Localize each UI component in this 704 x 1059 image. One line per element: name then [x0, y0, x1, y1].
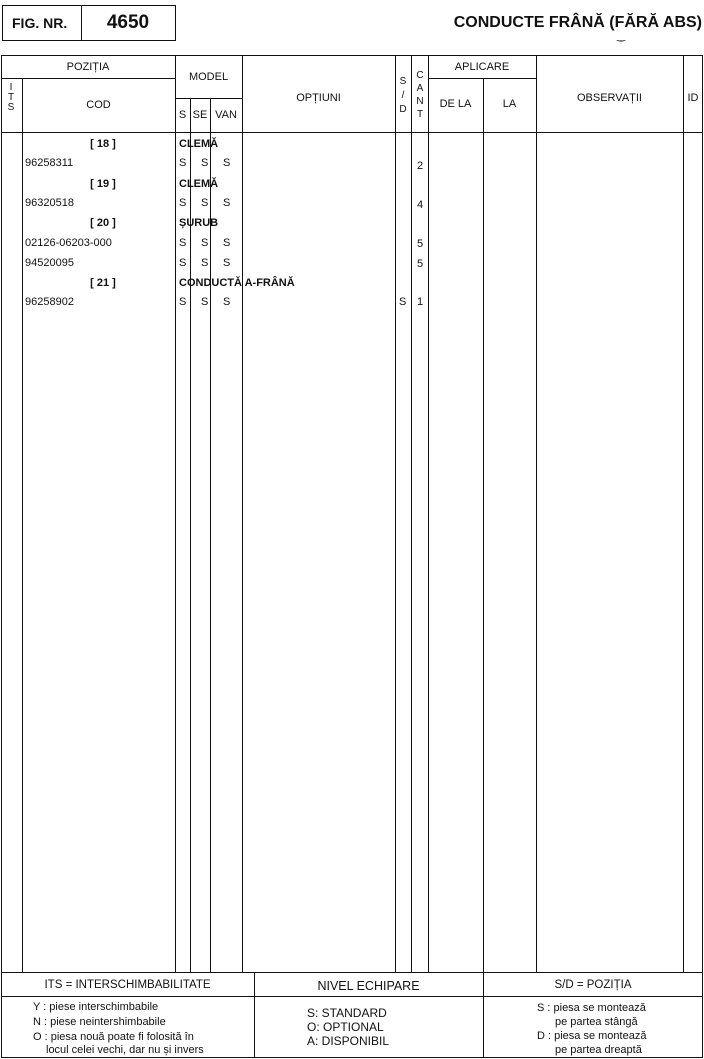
model-s-value: S — [179, 237, 187, 249]
col-header-pozitia: POZIȚIA — [66, 61, 110, 73]
model-s-value: S — [179, 157, 187, 169]
page-title: CONDUCTE FRÂNĂ (FĂRĂ ABS) — [453, 14, 702, 31]
legend-sd-line: pe partea stângă — [555, 1016, 638, 1028]
part-code: 96258902 — [25, 296, 74, 308]
legend-its-line: locul celei vechi, dar nu și invers — [46, 1044, 204, 1056]
model-van-value: S — [223, 296, 231, 308]
cant-value: 4 — [417, 199, 424, 211]
legend-sd-line: S : piesa se montează — [537, 1002, 646, 1014]
model-se-value: S — [201, 257, 209, 269]
part-code: 02126-06203-000 — [25, 237, 112, 249]
col-line-its — [22, 78, 23, 972]
model-van-value: S — [223, 157, 231, 169]
group-position: [ 19 ] — [90, 178, 116, 190]
col-header-its: I T S — [7, 82, 15, 113]
model-se-value: S — [201, 237, 209, 249]
legend-its-line: Y : piese interschimbabile — [33, 1001, 159, 1013]
col-header-aplicare: APLICARE — [454, 61, 510, 73]
group-position: [ 20 ] — [90, 217, 116, 229]
col-line-model-se — [210, 98, 211, 972]
col-header-model: MODEL — [188, 71, 229, 83]
body-bottom-line — [1, 972, 703, 973]
legend-its-title: ITS = INTERSCHIMBABILITATE — [44, 979, 211, 991]
col-line-la — [536, 55, 537, 972]
legend-nivel-line: S: STANDARD — [307, 1006, 387, 1020]
legend-its-line: N : piese neintershimbabile — [33, 1016, 166, 1028]
col-line-model — [242, 55, 243, 972]
col-header-observatii: OBSERVAȚII — [576, 92, 642, 104]
group-name: CLEMĂ — [179, 138, 219, 150]
model-se-value: S — [201, 197, 209, 209]
col-header-cant: C A N T — [416, 70, 424, 120]
model-van-value: S — [223, 257, 231, 269]
part-code: 94520095 — [25, 257, 74, 269]
legend-nivel-line: A: DISPONIBIL — [307, 1034, 390, 1048]
footer-title-line — [1, 996, 703, 997]
fig-box-divider — [81, 5, 82, 41]
fig-number: 4650 — [106, 12, 150, 33]
col-line-cod — [175, 55, 176, 972]
cant-value: 2 — [417, 160, 424, 172]
legend-sd-line: D : piesa se montează — [537, 1030, 647, 1042]
model-se-value: S — [201, 157, 209, 169]
model-van-value: S — [223, 197, 231, 209]
col-header-sd: S / D — [399, 76, 407, 115]
header-bottom-line — [1, 132, 703, 133]
col-line-model-s — [190, 98, 191, 972]
col-header-dela: DE LA — [439, 98, 472, 110]
model-s-value: S — [179, 296, 187, 308]
col-header-model-van: VAN — [215, 109, 237, 121]
fig-label: FIG. NR. — [12, 15, 68, 31]
col-header-optiuni: OPȚIUNI — [296, 92, 341, 104]
legend-sd-title: S/D = POZIȚIA — [554, 979, 632, 991]
group-name: CONDUCTĂ A-FRÂNĂ — [179, 277, 295, 289]
header-line-pozitia — [1, 78, 175, 79]
col-line-dela — [483, 78, 484, 972]
col-header-cod: COD — [86, 99, 111, 111]
header-line-aplicare — [428, 78, 536, 79]
header-line-model — [175, 98, 242, 99]
legend-nivel-title: NIVEL ECHIPARE — [317, 979, 420, 993]
model-s-value: S — [179, 197, 187, 209]
col-header-model-s: S — [178, 109, 187, 121]
col-line-optiuni — [395, 55, 396, 972]
col-line-cant — [428, 55, 429, 972]
model-van-value: S — [223, 237, 231, 249]
parts-table-frame — [1, 55, 703, 1058]
col-header-model-se: SE — [192, 109, 208, 121]
col-header-id: ID — [687, 92, 699, 104]
legend-sd-line: pe partea dreaptă — [555, 1044, 642, 1056]
cant-value: 5 — [417, 238, 424, 250]
group-name: ȘURUB — [179, 217, 219, 229]
group-name: CLEMĂ — [179, 178, 219, 190]
cant-value: 5 — [417, 258, 424, 270]
legend-its-line: O : piesa nouă poate fi folosită în — [33, 1031, 194, 1043]
stray-mark: ‿ — [617, 31, 626, 42]
model-se-value: S — [201, 296, 209, 308]
cant-value: 1 — [417, 296, 424, 308]
part-code: 96320518 — [25, 197, 74, 209]
col-header-la: LA — [502, 98, 517, 110]
sd-value: S — [399, 296, 407, 308]
legend-nivel-line: O: OPTIONAL — [307, 1020, 384, 1034]
model-s-value: S — [179, 257, 187, 269]
group-position: [ 18 ] — [90, 138, 116, 150]
part-code: 96258311 — [25, 157, 74, 169]
col-line-sd — [411, 55, 412, 972]
col-line-observatii — [683, 55, 684, 972]
group-position: [ 21 ] — [90, 277, 116, 289]
